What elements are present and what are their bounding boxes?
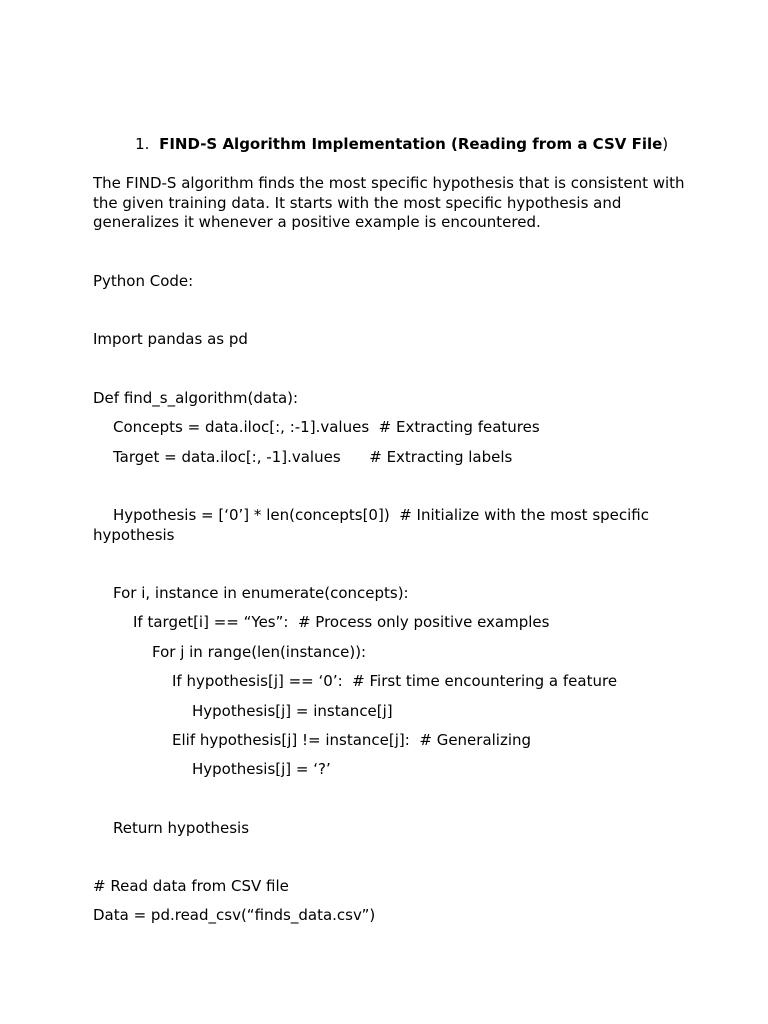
section-number: 1. — [135, 135, 150, 153]
code-line-import: Import pandas as pd — [93, 330, 248, 348]
code-line-hypothesis-init: Hypothesis = [‘0’] * len(concepts[0]) # Initialize with the most specific — [113, 506, 649, 524]
section-title: FIND-S Algorithm Implementation (Reading from a CSV File — [159, 135, 663, 153]
code-line-return: Return hypothesis — [113, 819, 250, 837]
code-line-target: Target = data.iloc[:, -1].values # Extracting labels — [113, 448, 513, 466]
code-line-hypothesis-wrap: hypothesis — [93, 526, 175, 544]
code-line-for-j: For j in range(len(instance)): — [152, 643, 367, 661]
code-line-def: Def find_s_algorithm(data): — [93, 389, 299, 407]
code-line-for-i: For i, instance in enumerate(concepts): — [113, 584, 409, 602]
code-line-if-hypothesis: If hypothesis[j] == ‘0’: # First time encountering a feature — [172, 672, 618, 690]
section-title-tail: ) — [662, 135, 669, 153]
code-line-assign-instance: Hypothesis[j] = instance[j] — [192, 702, 393, 720]
code-line-read-csv: Data = pd.read_csv(“finds_data.csv”) — [93, 906, 376, 924]
intro-paragraph: The FIND-S algorithm finds the most specific hypothesis that is consistent with the given training data. It starts with the most specific hypothesis and generalizes it whenever a positive example is encountered. — [93, 174, 685, 231]
code-line-comment-read: # Read data from CSV file — [93, 877, 289, 895]
code-line-if-target: If target[i] == “Yes”: # Process only positive examples — [133, 613, 550, 631]
code-line-concepts: Concepts = data.iloc[:, :-1].values # Extracting features — [113, 418, 540, 436]
section-heading — [116, 116, 668, 173]
code-label: Python Code: — [93, 272, 194, 290]
code-line-assign-question: Hypothesis[j] = ‘?’ — [192, 760, 331, 778]
code-line-elif-hypothesis: Elif hypothesis[j] != instance[j]: # Generalizing — [172, 731, 532, 749]
